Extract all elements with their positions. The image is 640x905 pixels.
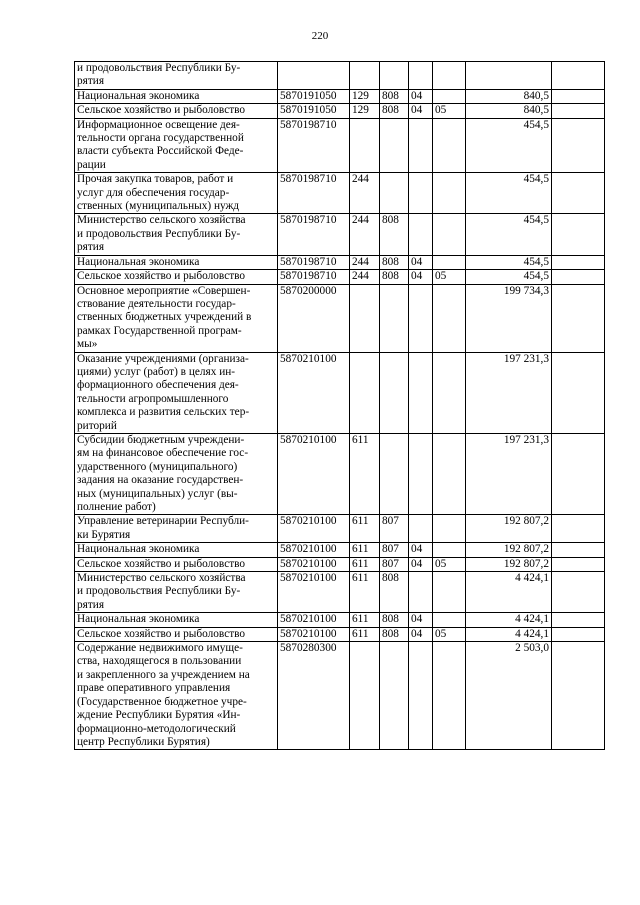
subsection-code-cell [433, 62, 466, 90]
administrator-code-cell: 808 [380, 627, 409, 641]
row-name-cell: Информационное освещение дея- тельности органа государственной власти субъекта Российской Феде- рации [75, 118, 278, 173]
subsection-code-cell [433, 433, 466, 514]
subsection-code-cell [433, 173, 466, 214]
table-row [75, 572, 605, 613]
empty-column-cell [552, 433, 605, 514]
section-code-cell [409, 433, 433, 514]
administrator-code-cell: 807 [380, 515, 409, 543]
subsection-code-cell [433, 515, 466, 543]
administrator-code-cell [380, 62, 409, 90]
administrator-code-cell [380, 284, 409, 352]
subsection-code-cell: 05 [433, 627, 466, 641]
subsection-code-cell [433, 352, 466, 433]
table-row [75, 433, 605, 514]
section-code-cell: 04 [409, 104, 433, 118]
amount-cell [466, 62, 552, 90]
table-row [75, 642, 605, 750]
row-name-cell: Министерство сельского хозяйства и продовольствия Республики Бу- рятия [75, 572, 278, 613]
administrator-code-cell [380, 352, 409, 433]
target-article-cell [278, 62, 350, 90]
empty-column-cell [552, 284, 605, 352]
row-name-cell: Сельское хозяйство и рыболовство [75, 557, 278, 571]
empty-column-cell [552, 557, 605, 571]
expense-type-cell [350, 642, 380, 750]
expense-type-cell: 129 [350, 89, 380, 103]
empty-column-cell [552, 173, 605, 214]
empty-column-cell [552, 642, 605, 750]
section-code-cell: 04 [409, 613, 433, 627]
table-row [75, 627, 605, 641]
section-code-cell [409, 118, 433, 173]
subsection-code-cell: 05 [433, 270, 466, 284]
expense-type-cell: 611 [350, 627, 380, 641]
amount-cell: 840,5 [466, 104, 552, 118]
empty-column-cell [552, 627, 605, 641]
table-row [75, 270, 605, 284]
row-name-cell: Министерство сельского хозяйства и продовольствия Республики Бу- рятия [75, 214, 278, 255]
target-article-cell: 5870191050 [278, 104, 350, 118]
row-name-cell: Содержание недвижимого имуще- ства, находящегося в пользовании и закрепленного за учреждением на праве оперативного управления (Государственное бюджетное учре- ждение Республики Бурятия «Ин- формационно-методологический центр Республики Бурятия) [75, 642, 278, 750]
row-name-cell: Сельское хозяйство и рыболовство [75, 104, 278, 118]
target-article-cell: 5870200000 [278, 284, 350, 352]
amount-cell: 454,5 [466, 255, 552, 269]
empty-column-cell [552, 118, 605, 173]
section-code-cell: 04 [409, 89, 433, 103]
section-code-cell [409, 214, 433, 255]
row-name-cell: Национальная экономика [75, 543, 278, 557]
section-code-cell [409, 173, 433, 214]
expense-type-cell [350, 352, 380, 433]
section-code-cell [409, 515, 433, 543]
section-code-cell [409, 352, 433, 433]
table-row [75, 352, 605, 433]
section-code-cell [409, 572, 433, 613]
row-name-cell: и продовольствия Республики Бу- рятия [75, 62, 278, 90]
table-row [75, 214, 605, 255]
administrator-code-cell: 808 [380, 613, 409, 627]
target-article-cell: 5870210100 [278, 433, 350, 514]
expense-type-cell: 611 [350, 572, 380, 613]
administrator-code-cell: 808 [380, 89, 409, 103]
target-article-cell: 5870198710 [278, 255, 350, 269]
row-name-cell: Сельское хозяйство и рыболовство [75, 627, 278, 641]
amount-cell: 454,5 [466, 118, 552, 173]
amount-cell: 454,5 [466, 214, 552, 255]
empty-column-cell [552, 543, 605, 557]
target-article-cell: 5870280300 [278, 642, 350, 750]
amount-cell: 840,5 [466, 89, 552, 103]
empty-column-cell [552, 89, 605, 103]
section-code-cell: 04 [409, 255, 433, 269]
row-name-cell: Национальная экономика [75, 255, 278, 269]
expense-type-cell [350, 284, 380, 352]
administrator-code-cell: 807 [380, 543, 409, 557]
target-article-cell: 5870198710 [278, 214, 350, 255]
table-row [75, 62, 605, 90]
empty-column-cell [552, 270, 605, 284]
subsection-code-cell [433, 255, 466, 269]
subsection-code-cell: 05 [433, 557, 466, 571]
subsection-code-cell [433, 89, 466, 103]
target-article-cell: 5870210100 [278, 572, 350, 613]
administrator-code-cell [380, 173, 409, 214]
row-name-cell: Субсидии бюджетным учреждени- ям на финансовое обеспечение гос- ударственного (муниципального) задания на оказание государствен- ных (муниципальных) услуг (вы- полнение работ) [75, 433, 278, 514]
target-article-cell: 5870198710 [278, 118, 350, 173]
row-name-cell: Основное мероприятие «Совершен- ствование деятельности государ- ственных бюджетных учреждений в рамках Государственной програм- мы» [75, 284, 278, 352]
administrator-code-cell [380, 433, 409, 514]
expense-type-cell [350, 118, 380, 173]
table-row [75, 255, 605, 269]
table-row [75, 118, 605, 173]
administrator-code-cell: 807 [380, 557, 409, 571]
table-row [75, 515, 605, 543]
table-row [75, 173, 605, 214]
amount-cell: 197 231,3 [466, 352, 552, 433]
amount-cell: 192 807,2 [466, 557, 552, 571]
table-row [75, 89, 605, 103]
target-article-cell: 5870210100 [278, 515, 350, 543]
administrator-code-cell: 808 [380, 255, 409, 269]
subsection-code-cell [433, 543, 466, 557]
expense-type-cell: 244 [350, 214, 380, 255]
amount-cell: 2 503,0 [466, 642, 552, 750]
empty-column-cell [552, 613, 605, 627]
subsection-code-cell [433, 118, 466, 173]
empty-column-cell [552, 255, 605, 269]
expense-type-cell: 611 [350, 543, 380, 557]
expense-type-cell: 611 [350, 557, 380, 571]
subsection-code-cell [433, 613, 466, 627]
subsection-code-cell [433, 642, 466, 750]
expense-type-cell: 611 [350, 433, 380, 514]
amount-cell: 197 231,3 [466, 433, 552, 514]
target-article-cell: 5870198710 [278, 173, 350, 214]
amount-cell: 199 734,3 [466, 284, 552, 352]
budget-table [74, 61, 605, 750]
empty-column-cell [552, 515, 605, 543]
amount-cell: 4 424,1 [466, 613, 552, 627]
empty-column-cell [552, 352, 605, 433]
expense-type-cell: 129 [350, 104, 380, 118]
section-code-cell: 04 [409, 627, 433, 641]
section-code-cell [409, 642, 433, 750]
section-code-cell: 04 [409, 543, 433, 557]
expense-type-cell: 611 [350, 515, 380, 543]
administrator-code-cell [380, 642, 409, 750]
expense-type-cell [350, 62, 380, 90]
row-name-cell: Сельское хозяйство и рыболовство [75, 270, 278, 284]
target-article-cell: 5870198710 [278, 270, 350, 284]
target-article-cell: 5870210100 [278, 613, 350, 627]
table-row [75, 613, 605, 627]
row-name-cell: Национальная экономика [75, 613, 278, 627]
target-article-cell: 5870210100 [278, 352, 350, 433]
table-row [75, 557, 605, 571]
section-code-cell: 04 [409, 557, 433, 571]
section-code-cell: 04 [409, 270, 433, 284]
empty-column-cell [552, 104, 605, 118]
target-article-cell: 5870210100 [278, 543, 350, 557]
amount-cell: 454,5 [466, 173, 552, 214]
row-name-cell: Национальная экономика [75, 89, 278, 103]
amount-cell: 454,5 [466, 270, 552, 284]
row-name-cell: Управление ветеринарии Республи- ки Бурятия [75, 515, 278, 543]
row-name-cell: Прочая закупка товаров, работ и услуг для обеспечения государ- ственных (муниципальных) нужд [75, 173, 278, 214]
subsection-code-cell [433, 284, 466, 352]
row-name-cell: Оказание учреждениями (организа- циями) услуг (работ) в целях ин- формационного обеспечения дея- тельности агропромышленного комплекса и развития сельских тер- риторий [75, 352, 278, 433]
expense-type-cell: 244 [350, 255, 380, 269]
amount-cell: 4 424,1 [466, 627, 552, 641]
table-row [75, 284, 605, 352]
table-row [75, 543, 605, 557]
section-code-cell [409, 284, 433, 352]
amount-cell: 4 424,1 [466, 572, 552, 613]
page-number: 220 [311, 30, 329, 42]
expense-type-cell: 611 [350, 613, 380, 627]
empty-column-cell [552, 62, 605, 90]
target-article-cell: 5870210100 [278, 557, 350, 571]
table-row [75, 104, 605, 118]
administrator-code-cell: 808 [380, 214, 409, 255]
administrator-code-cell: 808 [380, 104, 409, 118]
amount-cell: 192 807,2 [466, 543, 552, 557]
budget-table-body [75, 62, 605, 750]
administrator-code-cell [380, 118, 409, 173]
amount-cell: 192 807,2 [466, 515, 552, 543]
expense-type-cell: 244 [350, 270, 380, 284]
empty-column-cell [552, 572, 605, 613]
target-article-cell: 5870210100 [278, 627, 350, 641]
subsection-code-cell [433, 572, 466, 613]
administrator-code-cell: 808 [380, 572, 409, 613]
subsection-code-cell [433, 214, 466, 255]
subsection-code-cell: 05 [433, 104, 466, 118]
administrator-code-cell: 808 [380, 270, 409, 284]
section-code-cell [409, 62, 433, 90]
empty-column-cell [552, 214, 605, 255]
target-article-cell: 5870191050 [278, 89, 350, 103]
expense-type-cell: 244 [350, 173, 380, 214]
